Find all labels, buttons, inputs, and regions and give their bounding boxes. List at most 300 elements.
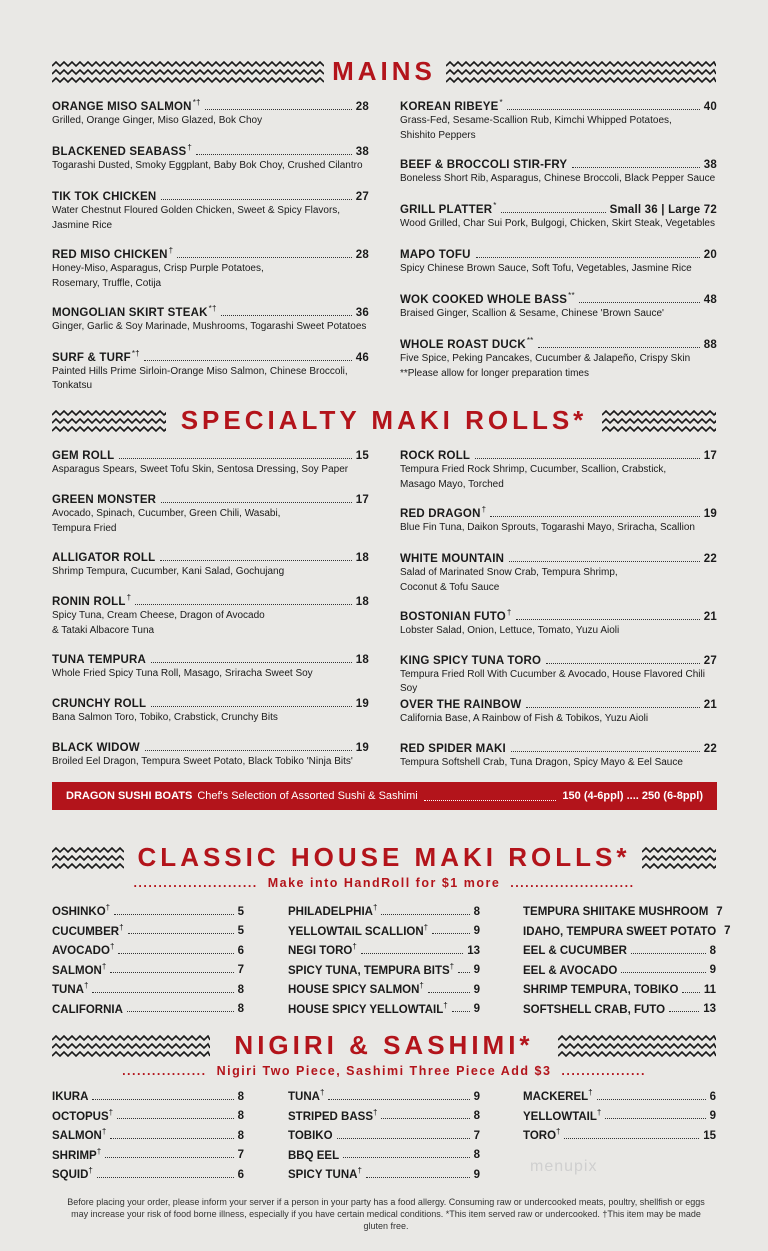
item-name — [523, 942, 627, 957]
leader-dots — [381, 913, 469, 915]
item-description: Broiled Eel Dragon, Tempura Sweet Potato, Black Tobiko 'Ninja Bits' — [52, 755, 353, 767]
item-description: Five Spice, Peking Pancakes, Cucumber & Jalapeño, Crispy Skin — [400, 352, 691, 364]
item-marker: † — [506, 608, 512, 617]
leader-dots — [564, 1137, 699, 1139]
item-name — [400, 447, 471, 462]
menu-item — [52, 188, 369, 233]
item-name — [400, 696, 522, 711]
item-name — [400, 608, 512, 623]
menu-item — [523, 903, 723, 918]
item-price: 36 — [355, 306, 369, 319]
item-name — [523, 923, 716, 938]
classic-title: CLASSIC HOUSE MAKI ROLLS* — [0, 842, 768, 873]
item-name-text: SPICY TUNA, TEMPURA BITS — [288, 964, 450, 977]
item-name-text: SALMON — [52, 1129, 102, 1142]
menu-item — [52, 447, 369, 477]
item-marker: † — [443, 1000, 448, 1010]
item-price: 21 — [703, 610, 717, 623]
menu-item — [52, 349, 369, 393]
mains-header — [0, 56, 768, 92]
leader-dots — [135, 603, 352, 605]
leader-dots — [669, 1010, 699, 1012]
item-marker: † — [373, 1107, 378, 1117]
menu-item — [52, 651, 369, 681]
leader-dots — [160, 559, 351, 561]
menu-item — [288, 1108, 480, 1123]
item-price: 9 — [473, 1090, 480, 1103]
item-description: Salad of Marinated Snow Crab, Tempura Shrimp, — [400, 566, 618, 578]
item-marker: * — [493, 201, 497, 210]
menu-item — [288, 903, 480, 918]
specialty-header — [0, 405, 768, 441]
item-price: 19 — [355, 697, 369, 710]
item-name — [52, 1166, 93, 1181]
menu-item-line — [400, 336, 717, 351]
item-marker: † — [588, 1088, 593, 1097]
allergy-disclaimer: Before placing your order, please inform your server if a person in your party has a food allergy. Consuming raw or undercooked meats, poultry, shellfish or eggs may increase your risk of food borne illness, especially if you have certain medical conditions. *This item served raw or undercooked. †This item may be made gluten free. — [67, 1197, 705, 1231]
item-price: 9 — [473, 983, 480, 996]
leader-dots — [366, 1176, 470, 1178]
menu-item-line — [52, 143, 369, 158]
item-name — [400, 740, 507, 755]
item-description: Water Chestnut Floured Golden Chicken, Sweet & Spicy Flavors, — [52, 204, 341, 216]
menu-item — [52, 1166, 244, 1181]
item-name-text: AVOCADO — [52, 944, 110, 957]
item-marker: ** — [526, 336, 534, 345]
leader-dots — [476, 256, 700, 258]
item-name — [400, 336, 534, 351]
menu-item — [400, 156, 717, 186]
menu-item-line — [400, 505, 717, 520]
classic-header — [0, 842, 768, 878]
leader-dots — [605, 1117, 705, 1119]
leader-dots — [119, 457, 352, 459]
menu-item-line — [52, 695, 369, 710]
item-name — [52, 304, 217, 319]
banner-price: 150 (4-6ppl) .... 250 (6-8ppl) — [562, 790, 703, 802]
item-name-text: CALIFORNIA — [52, 1003, 123, 1016]
leader-dots — [151, 661, 352, 663]
item-marker: † — [126, 593, 132, 602]
item-name-text: BLACK WIDOW — [52, 741, 140, 754]
item-price: 8 — [237, 1003, 244, 1016]
item-price: 27 — [355, 190, 369, 203]
item-price: Small 36 | Large 72 — [609, 203, 717, 216]
menu-item-line — [400, 740, 717, 755]
item-name — [523, 981, 678, 996]
item-name — [52, 491, 157, 506]
leader-dots — [105, 1156, 233, 1158]
item-marker: † — [319, 1088, 325, 1097]
item-description: Masago Mayo, Torched — [400, 478, 504, 490]
leader-dots — [526, 706, 699, 708]
menu-item — [288, 981, 480, 996]
item-name — [288, 981, 424, 996]
menu-item — [523, 962, 716, 977]
item-name-text: HOUSE SPICY YELLOWTAIL — [288, 1003, 444, 1016]
item-name-text: IDAHO, TEMPURA SWEET POTATO — [523, 925, 717, 938]
menu-item — [288, 1127, 480, 1142]
item-name — [400, 201, 497, 216]
item-name — [52, 651, 147, 666]
item-price: 7 — [237, 1149, 244, 1162]
item-name-text: NEGI TORO — [288, 944, 353, 957]
menu-item — [523, 1001, 716, 1016]
leader-dots — [621, 971, 705, 973]
menu-item — [288, 1147, 480, 1162]
item-price: 9 — [473, 925, 480, 938]
item-name — [52, 143, 192, 158]
item-price: 18 — [355, 653, 369, 666]
item-name — [52, 1088, 88, 1103]
item-name — [400, 505, 486, 520]
item-name-text: BLACKENED SEABASS — [52, 145, 187, 158]
item-name — [52, 1108, 113, 1123]
item-price: 18 — [355, 551, 369, 564]
item-name — [523, 1127, 560, 1142]
item-name-text: SPICY TUNA — [288, 1168, 358, 1181]
item-description: Rosemary, Truffle, Cotija — [52, 277, 162, 289]
leader-dots — [205, 108, 352, 110]
menu-item — [52, 246, 369, 291]
nigiri-subtitle: ................. Nigiri Two Piece, Sashimi Three Piece Add $3 ................. — [122, 1064, 646, 1078]
item-name-text: RED MISO CHICKEN — [52, 248, 168, 261]
menu-item — [400, 550, 717, 595]
item-price: 9 — [473, 964, 480, 977]
leader-dots — [161, 501, 352, 503]
item-price: 7 — [237, 964, 244, 977]
item-name-text: RED DRAGON — [400, 507, 481, 520]
item-price: 5 — [237, 905, 244, 918]
leader-dots — [507, 108, 700, 110]
menu-item-line — [52, 349, 369, 364]
specialty-title: SPECIALTY MAKI ROLLS* — [0, 405, 768, 436]
item-price: 15 — [703, 1129, 716, 1142]
item-name-text: MONGOLIAN SKIRT STEAK — [52, 306, 208, 319]
menu-item — [523, 1127, 716, 1142]
item-name — [288, 962, 454, 977]
leader-dots — [110, 1137, 233, 1139]
item-name — [523, 903, 708, 918]
item-name — [288, 1127, 333, 1142]
item-name-text: IKURA — [52, 1090, 89, 1103]
item-marker: ** — [568, 291, 575, 300]
item-price: 6 — [237, 1168, 244, 1181]
item-name — [288, 923, 428, 938]
item-price: 9 — [473, 1168, 480, 1181]
item-price: 7 — [724, 925, 731, 938]
menu-item — [52, 549, 369, 579]
menu-item-line — [400, 550, 717, 565]
menu-item — [52, 143, 369, 173]
leader-dots — [337, 1137, 470, 1139]
item-marker: † — [96, 1146, 102, 1156]
menu-item — [52, 304, 369, 334]
item-name — [52, 188, 157, 203]
item-marker: † — [101, 961, 107, 971]
item-name — [523, 1108, 601, 1123]
item-price: 8 — [709, 944, 716, 957]
item-name-text: KOREAN RIBEYE — [400, 100, 499, 113]
item-description: Wood Grilled, Char Sui Pork, Bulgogi, Chicken, Skirt Steak, Vegetables — [400, 217, 715, 229]
item-price: 8 — [473, 905, 480, 918]
item-price: 28 — [355, 100, 369, 113]
item-name — [52, 942, 114, 957]
item-name — [52, 593, 131, 608]
banner-name: DRAGON SUSHI BOATS — [66, 790, 193, 802]
menu-item — [52, 491, 369, 536]
item-name — [52, 739, 141, 754]
menu-item — [400, 505, 717, 535]
item-description: Coconut & Tofu Sauce — [400, 581, 500, 593]
item-description: Spicy Chinese Brown Sauce, Soft Tofu, Vegetables, Jasmine Rice — [400, 262, 692, 274]
item-price: 48 — [703, 293, 717, 306]
item-price: 38 — [355, 145, 369, 158]
item-name — [400, 652, 542, 667]
item-description: Shrimp Tempura, Cucumber, Kani Salad, Gochujang — [52, 565, 285, 577]
watermark-logo: menupix — [530, 1158, 598, 1175]
item-description: Tempura Softshell Crab, Tuna Dragon, Spicy Mayo & Eel Sauce — [400, 756, 683, 768]
item-name-text: TEMPURA SHIITAKE MUSHROOM — [523, 905, 709, 918]
classic-subtitle: ......................... Make into HandRoll for $1 more ......................... — [133, 876, 635, 890]
item-name — [523, 1001, 665, 1016]
menu-item-line — [400, 246, 717, 261]
item-price: 22 — [703, 552, 717, 565]
item-marker: † — [105, 903, 111, 912]
leader-dots — [343, 1156, 469, 1158]
menu-item-line — [52, 549, 369, 564]
item-name-text: YELLOWTAIL SCALLION — [288, 925, 424, 938]
item-description: Painted Hills Prime Sirloin-Orange Miso Salmon, Chinese Broccoli, Tonkatsu — [52, 365, 348, 391]
item-price: 9 — [709, 1110, 716, 1123]
item-price: 20 — [703, 248, 717, 261]
item-name-text: ROCK ROLL — [400, 449, 471, 462]
item-price: 15 — [355, 449, 369, 462]
item-description: Tempura Fried Rock Shrimp, Cucumber, Scallion, Crabstick, — [400, 463, 667, 475]
item-marker: † — [357, 1166, 362, 1175]
item-price: 46 — [355, 351, 369, 364]
item-price: 8 — [473, 1110, 480, 1123]
item-name-text: ORANGE MISO SALMON — [52, 100, 192, 113]
item-price: 13 — [467, 944, 480, 957]
item-name-text: OCTOPUS — [52, 1110, 109, 1123]
leader-dots — [428, 991, 470, 993]
menu-item-line — [52, 98, 369, 113]
item-description: Asparagus Spears, Sweet Tofu Skin, Sentosa Dressing, Soy Paper — [52, 463, 349, 475]
item-description: Honey-Miso, Asparagus, Crisp Purple Potatoes, — [52, 262, 264, 274]
item-name-text: KING SPICY TUNA TORO — [400, 654, 542, 667]
item-name — [52, 903, 110, 918]
item-name-text: GREEN MONSTER — [52, 493, 157, 506]
menu-item-line — [400, 291, 717, 306]
menu-item — [288, 1088, 480, 1103]
item-description: Blue Fin Tuna, Daikon Sprouts, Togarashi Mayo, Sriracha, Scallion — [400, 521, 695, 533]
item-price: 7 — [473, 1129, 480, 1142]
item-name-text: BOSTONIAN FUTO — [400, 610, 506, 623]
item-name-text: HOUSE SPICY SALMON — [288, 983, 420, 996]
menu-item — [400, 98, 717, 143]
item-description: Tempura Fried Roll With Cucumber & Avocado, House Flavored Chili Soy — [400, 668, 705, 694]
item-price: 8 — [473, 1149, 480, 1162]
menu-item — [523, 923, 731, 938]
item-name-text: WOK COOKED WHOLE BASS — [400, 293, 568, 306]
item-description: & Tataki Albacore Tuna — [52, 624, 155, 636]
item-name — [52, 349, 140, 364]
menu-item-line — [52, 246, 369, 261]
item-price: 40 — [703, 100, 717, 113]
leader-dots — [361, 952, 463, 954]
item-price: 19 — [703, 507, 717, 520]
item-name — [523, 1088, 593, 1103]
item-price: 28 — [355, 248, 369, 261]
leader-dots — [92, 991, 233, 993]
item-price: 8 — [237, 1110, 244, 1123]
item-marker: *† — [131, 349, 140, 358]
menu-item — [400, 447, 717, 492]
item-name-text: EEL & CUCUMBER — [523, 944, 627, 957]
menu-item — [52, 1147, 244, 1162]
item-price: 19 — [355, 741, 369, 754]
leader-dots — [97, 1176, 234, 1178]
menu-item-line — [400, 156, 717, 171]
menu-item — [400, 201, 717, 231]
mains-title: MAINS — [0, 56, 768, 87]
item-marker: † — [88, 1166, 93, 1175]
menu-item — [288, 1166, 480, 1181]
item-name — [288, 1001, 448, 1016]
zigzag-divider-icon — [446, 61, 716, 85]
item-name — [52, 923, 124, 938]
item-description: Boneless Short Rib, Asparagus, Chinese Broccoli, Black Pepper Sauce — [400, 172, 716, 184]
menu-item — [52, 942, 244, 957]
menu-item-line — [52, 304, 369, 319]
item-price: 6 — [709, 1090, 716, 1103]
nigiri-title: NIGIRI & SASHIMI* — [0, 1030, 768, 1061]
leader-dots — [538, 346, 700, 348]
item-name-text: SQUID — [52, 1168, 89, 1181]
menu-item-line — [400, 652, 717, 667]
leader-dots — [432, 932, 469, 934]
menu-item — [400, 608, 717, 638]
item-name — [52, 695, 147, 710]
menu-item-line — [52, 593, 369, 608]
item-name-text: SHRIMP — [52, 1149, 97, 1162]
item-marker: † — [556, 1127, 561, 1136]
menu-item — [523, 942, 716, 957]
item-price: 22 — [703, 742, 717, 755]
leader-dots — [328, 1098, 469, 1100]
item-name-text: GRILL PLATTER — [400, 203, 493, 216]
item-name — [52, 1147, 101, 1162]
item-description: Togarashi Dusted, Smoky Eggplant, Baby Bok Choy, Crushed Cilantro — [52, 159, 363, 171]
leader-dots — [511, 750, 700, 752]
item-name-text: TUNA TEMPURA — [52, 653, 146, 666]
item-name-text: STRIPED BASS — [288, 1110, 373, 1123]
item-name — [52, 447, 115, 462]
item-name-text: EEL & AVOCADO — [523, 964, 618, 977]
dragon-boats-banner — [52, 782, 717, 810]
leader-dots — [118, 952, 233, 954]
menu-item — [400, 696, 717, 726]
leader-dots — [572, 166, 700, 168]
item-name — [52, 246, 173, 261]
item-name-text: RONIN ROLL — [52, 595, 126, 608]
item-price: 7 — [716, 905, 723, 918]
item-name — [52, 1001, 123, 1016]
item-name-text: OVER THE RAINBOW — [400, 698, 522, 711]
item-price: 18 — [355, 595, 369, 608]
menu-item — [288, 962, 480, 977]
item-price: 11 — [703, 983, 716, 996]
leader-dots — [145, 749, 352, 751]
item-marker: * — [499, 98, 503, 107]
menu-item — [52, 1108, 244, 1123]
menu-item — [400, 652, 717, 696]
menu-item-line — [400, 608, 717, 623]
menu-item — [52, 1001, 244, 1016]
leader-dots — [509, 560, 700, 562]
item-name — [523, 962, 617, 977]
leader-dots — [546, 662, 700, 664]
item-price: 27 — [703, 654, 717, 667]
item-name — [400, 291, 575, 306]
item-name-text: CUCUMBER — [52, 925, 120, 938]
menu-item — [52, 1088, 244, 1103]
item-price: 6 — [237, 944, 244, 957]
leader-dots — [114, 913, 233, 915]
item-name-text: TUNA — [288, 1090, 320, 1103]
menu-item — [288, 1001, 480, 1016]
menu-item — [52, 903, 244, 918]
banner-dots — [424, 799, 557, 801]
menu-item-line — [400, 201, 717, 216]
menu-item-line — [52, 491, 369, 506]
item-marker: *† — [192, 98, 201, 107]
menu-item — [523, 1108, 716, 1123]
menu-item — [52, 962, 244, 977]
item-name-text: BEEF & BROCCOLI STIR-FRY — [400, 158, 568, 171]
item-price: 5 — [237, 925, 244, 938]
item-marker: † — [187, 143, 193, 152]
item-description: Tempura Fried — [52, 522, 117, 534]
item-name-text: SURF & TURF — [52, 351, 131, 364]
leader-dots — [381, 1117, 469, 1119]
item-description: Spicy Tuna, Cream Cheese, Dragon of Avocado — [52, 609, 265, 621]
menu-item-line — [400, 447, 717, 462]
leader-dots — [458, 971, 469, 973]
item-name-text: SHRIMP TEMPURA, TOBIKO — [523, 983, 679, 996]
item-name — [52, 981, 88, 996]
item-name — [288, 1147, 339, 1162]
item-description: Shishito Peppers — [400, 129, 476, 141]
item-name — [52, 549, 156, 564]
banner-desc: Chef's Selection of Assorted Sushi & Sashimi — [197, 790, 418, 802]
item-name — [288, 1088, 324, 1103]
menu-item — [52, 695, 369, 725]
item-description: Lobster Salad, Onion, Lettuce, Tomato, Yuzu Aioli — [400, 624, 620, 636]
item-marker: † — [109, 942, 115, 951]
item-name — [400, 156, 568, 171]
item-price: 21 — [703, 698, 717, 711]
item-marker: † — [168, 246, 174, 255]
item-name-text: MAPO TOFU — [400, 248, 471, 261]
item-name-text: GEM ROLL — [52, 449, 115, 462]
item-name-text: MACKEREL — [523, 1090, 589, 1103]
menu-item — [288, 923, 480, 938]
item-name-text: SALMON — [52, 964, 102, 977]
item-name-text: TIK TOK CHICKEN — [52, 190, 157, 203]
menu-item — [400, 246, 717, 276]
